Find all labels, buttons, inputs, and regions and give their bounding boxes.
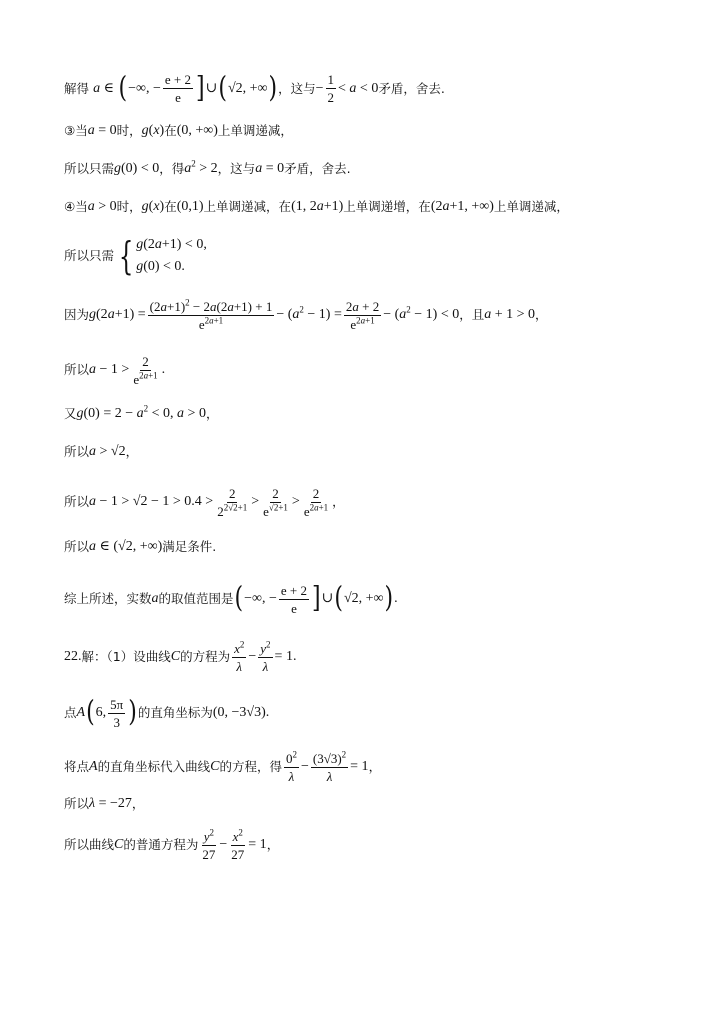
solution-line-4: ④当 a > 0 时， g(x) 在 (0,1) 上单调递减，在 (1, 2a+1) 上单调递增，在 (2a+1, +∞) 上单调递减，: [64, 199, 569, 214]
solution-line-3: 所以只需 g(0) < 0 ，得 $a^2 > 2$ ，这与 a = 0 矛盾，舍去.: [64, 158, 351, 176]
problem-22-line-5: 所以曲线 C 的普通方程为 $\frac{y^2}{27}$ − $\frac{x^2}{27}$ = 1 ，: [64, 827, 280, 862]
solution-line-9: 所以 a > √2 ，: [64, 444, 139, 459]
solution-line-1: 解得 a ∈ ( −∞, − $\frac{e + 2}{e}$ ] ∪ ( √2, +∞ ) ，这与 − $\frac{1}{2}$ < a < 0 矛盾，舍去.: [64, 71, 445, 105]
problem-22-line-3: 将点 A 的直角坐标代入曲线 C 的方程，得 $\frac{0^2}{\lambda}$ − $\frac{(3√3)^2}{\lambda}$ = 1 ，: [64, 749, 382, 784]
solution-line-7: 所以 a − 1 > $\frac{2}{e^{2a+1}}$ .: [64, 353, 166, 387]
solution-line-8: 又 $g(0) = 2 - a^2 < 0$, a > 0 ，: [64, 403, 219, 421]
solution-line-5: [64, 236, 207, 276]
problem-22-line-2: 点 A ( 6, $\frac{5\pi}{3}$ ) 的直角坐标为 (0, −3√3).: [64, 696, 270, 730]
solution-line-11: 所以 a ∈ (√2, +∞) 满足条件.: [64, 539, 217, 554]
problem-22-line-4: 所以 λ = −27 ，: [64, 796, 145, 811]
system-prefix: 所以只需: [64, 248, 115, 263]
system-row-1: g(2a+1) < 0,: [136, 237, 207, 252]
solution-line-10: 所以 a − 1 > √2 − 1 > 0.4 > $\frac{2}{2^{2√2+1}}$ > $\frac{2}{e^{√2+1}}$ > $\frac{2}{e^{2a+1}}$ ，: [64, 485, 345, 519]
solution-line-6: 因为 g(2a+1) = $\frac{(2a+1)^2 - 2a(2a+1) + 1}{e^{2a+1}}$ − $(a^2 - 1)$ = $\frac{2a + 2}{e^{2a+1}}$ − $(a^2 - 1) < 0$ ，且 a + 1 > 0 ，: [64, 297, 548, 332]
system-row-2: g(0) < 0.: [136, 259, 185, 274]
solution-line-12: 综上所述，实数 a 的取值范围是 ( −∞, − $\frac{e + 2}{e}$ ] ∪ ( √2, +∞ ) .: [64, 582, 398, 616]
solution-line-2: ③当 a = 0 时， g(x) 在 (0, +∞) 上单调递减，: [64, 123, 293, 138]
problem-22-line-1: 22. 解：（1）设曲线 C 的方程为 $\frac{x^2}{\lambda}$ − $\frac{y^2}{\lambda}$ = 1.: [64, 639, 297, 674]
left-brace: {: [118, 234, 134, 278]
